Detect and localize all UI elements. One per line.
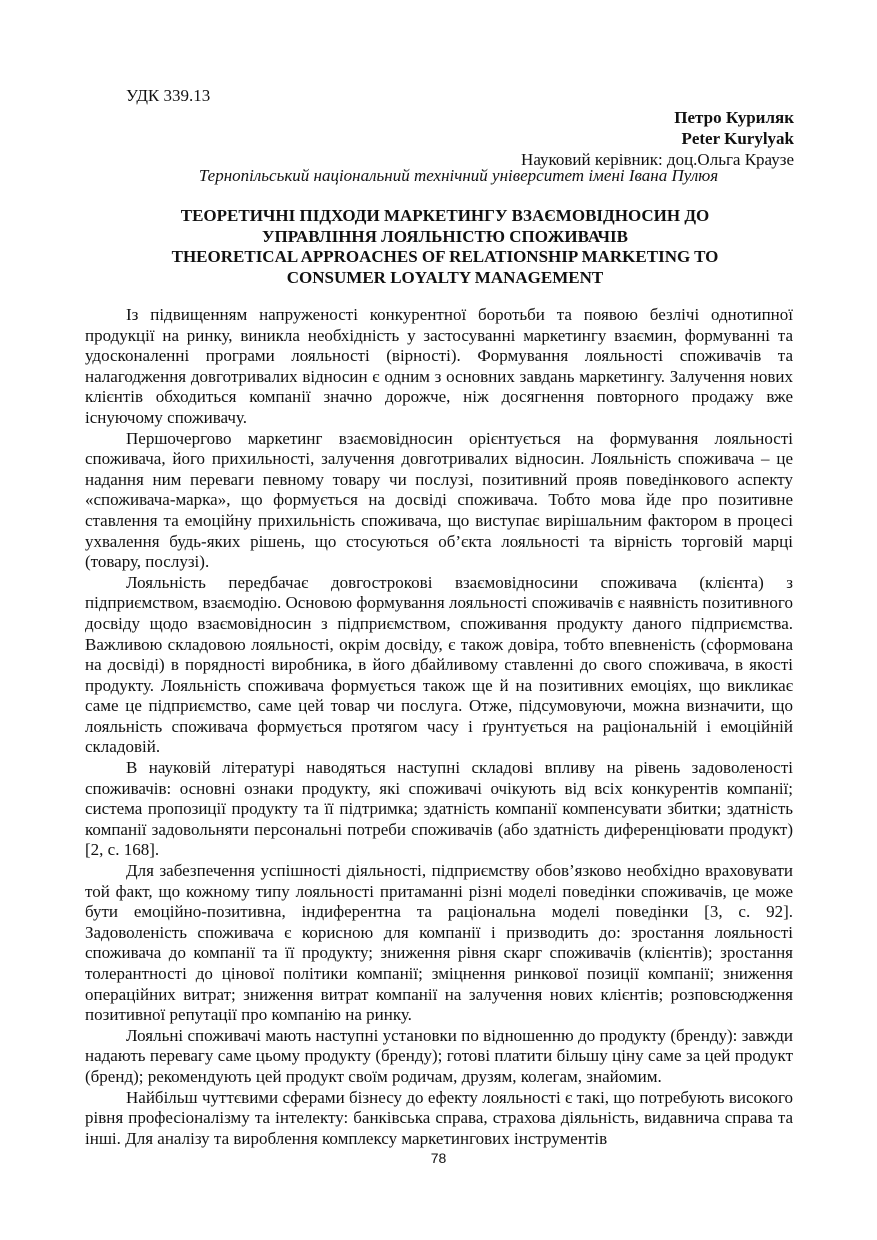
affiliation: Тернопільський національний технічний університет імені Івана Пулюя xyxy=(198,166,719,185)
paragraph: Лояльність передбачає довгострокові взаємовідносини споживача (клієнта) з підприємством, взаємодію. Основою формування лояльності споживачів є наявність позитивного досвіду щодо взаємовідносин з підприємством, споживання продукту даного підприємства. Важливою складовою лояльності, окрім досвіду, є також довіра, тобто впевненість (сформована на досвіді) в порядності виробника, в його дбайливому ставленні до свого споживача, в якості продукту. Лояльність споживача формується також ще й на позитивних емоціях, що викликає саме це підприємство, саме цей товар чи послуга. Отже, підсумовуючи, можна визначити, що лояльність споживача формується протягом часу і ґрунтується на раціональній і емоційній складовій. xyxy=(85,572,793,757)
title-en-line-2: CONSUMER LOYALTY MANAGEMENT xyxy=(286,267,604,287)
paragraph: Із підвищенням напруженості конкурентної боротьби та появою безлічі однотипної продукції на ринку, виникла необхідність у застосуванні маркетингу взаємин, формуванні та удосконаленні програми лояльності (вірності). Формування лояльності споживачів та налагодження довготривалих відносин є одним з основних завдань маркетингу. Залучення нових клієнтів обходиться компанії значно дорожче, ніж досягнення повторного продажу вже існуючому споживачу. xyxy=(85,305,793,427)
page-number: 78 xyxy=(430,1150,447,1166)
article-title xyxy=(100,206,790,288)
title-ua-line-2: УПРАВЛІННЯ ЛОЯЛЬНІСТЮ СПОЖИВАЧІВ xyxy=(262,226,628,246)
paragraph: Першочергово маркетинг взаємовідносин орієнтується на формування лояльності споживача, його прихильності, залучення довготривалих відносин. Лояльність споживача – це надання ним переваги певному товару чи послузі, позитивний прояв поведінкового аспекту «споживача-марка», що формується на досвіді споживача. Тобто мова йде про позитивне ставлення та емоційну прихильність споживача, що виступає вирішальним фактором в процесі ухвалення будь-яких рішень, що стосуються об’єкта лояльності та вірність торговій марці (товару, послузі). xyxy=(85,428,793,572)
author-name-ua: Петро Куриляк xyxy=(674,108,794,127)
title-ua-line-1: ТЕОРЕТИЧНІ ПІДХОДИ МАРКЕТИНГУ ВЗАЄМОВІДНОСИН ДО xyxy=(180,206,710,225)
paragraph: Лояльні споживачі мають наступні установки по відношенню до продукту (бренду): завжди надають перевагу саме цьому продукту (бренду); готові платити більшу ціну саме за цей продукт (бренд); рекомендують цей продукт своїм родичам, друзям, колегам, знайомим. xyxy=(85,1025,793,1086)
title-en-line-1: THEORETICAL APPROACHES OF RELATIONSHIP MARKETING TO xyxy=(171,247,719,266)
supervisor: Науковий керівник: доц.Ольга Краузе xyxy=(521,150,794,169)
paragraph: Для забезпечення успішності діяльності, підприємству обов’язково необхідно враховувати той факт, що кожному типу лояльності притаманні різні моделі поведінки споживачів, це може бути емоційно-позитивна, індиферентна та раціональна моделі поведінки [3, с. 92]. Задоволеність споживача є корисною для компанії і призводить до: зростання лояльності споживача до компанії та її продукту; зниження рівня скарг споживачів (клієнтів); зростання толерантності до цінової політики компанії; зміцнення ринкової позиції компанії; зниження операційних витрат; зниження витрат компанії на залучення нових клієнтів; розповсюдження позитивної репутації про компанію на ринку. xyxy=(85,861,793,1025)
article-body xyxy=(85,305,793,1149)
paragraph: Найбільш чуттєвими сферами бізнесу до ефекту лояльності є такі, що потребують високого рівня професіоналізму та інтелекту: банківська справа, страхова діяльність, видавнича справа та інші. Для аналізу та вироблення комплексу маркетингових інструментів xyxy=(85,1087,793,1148)
author-block xyxy=(521,107,794,170)
udk-code: УДК 339.13 xyxy=(126,86,211,105)
author-name-en: Peter Kurylyak xyxy=(681,129,794,148)
paragraph: В науковій літературі наводяться наступні складові впливу на рівень задоволеності споживачів: основні ознаки продукту, які споживачі очікують від всіх конкурентів компанії; система пропозиції продукту та її підтримка; здатність компанії компенсувати збитки; здатність компанії задовольняти персональні потреби споживачів (або здатність диференціювати продукт) [2, с. 168]. xyxy=(85,758,793,860)
